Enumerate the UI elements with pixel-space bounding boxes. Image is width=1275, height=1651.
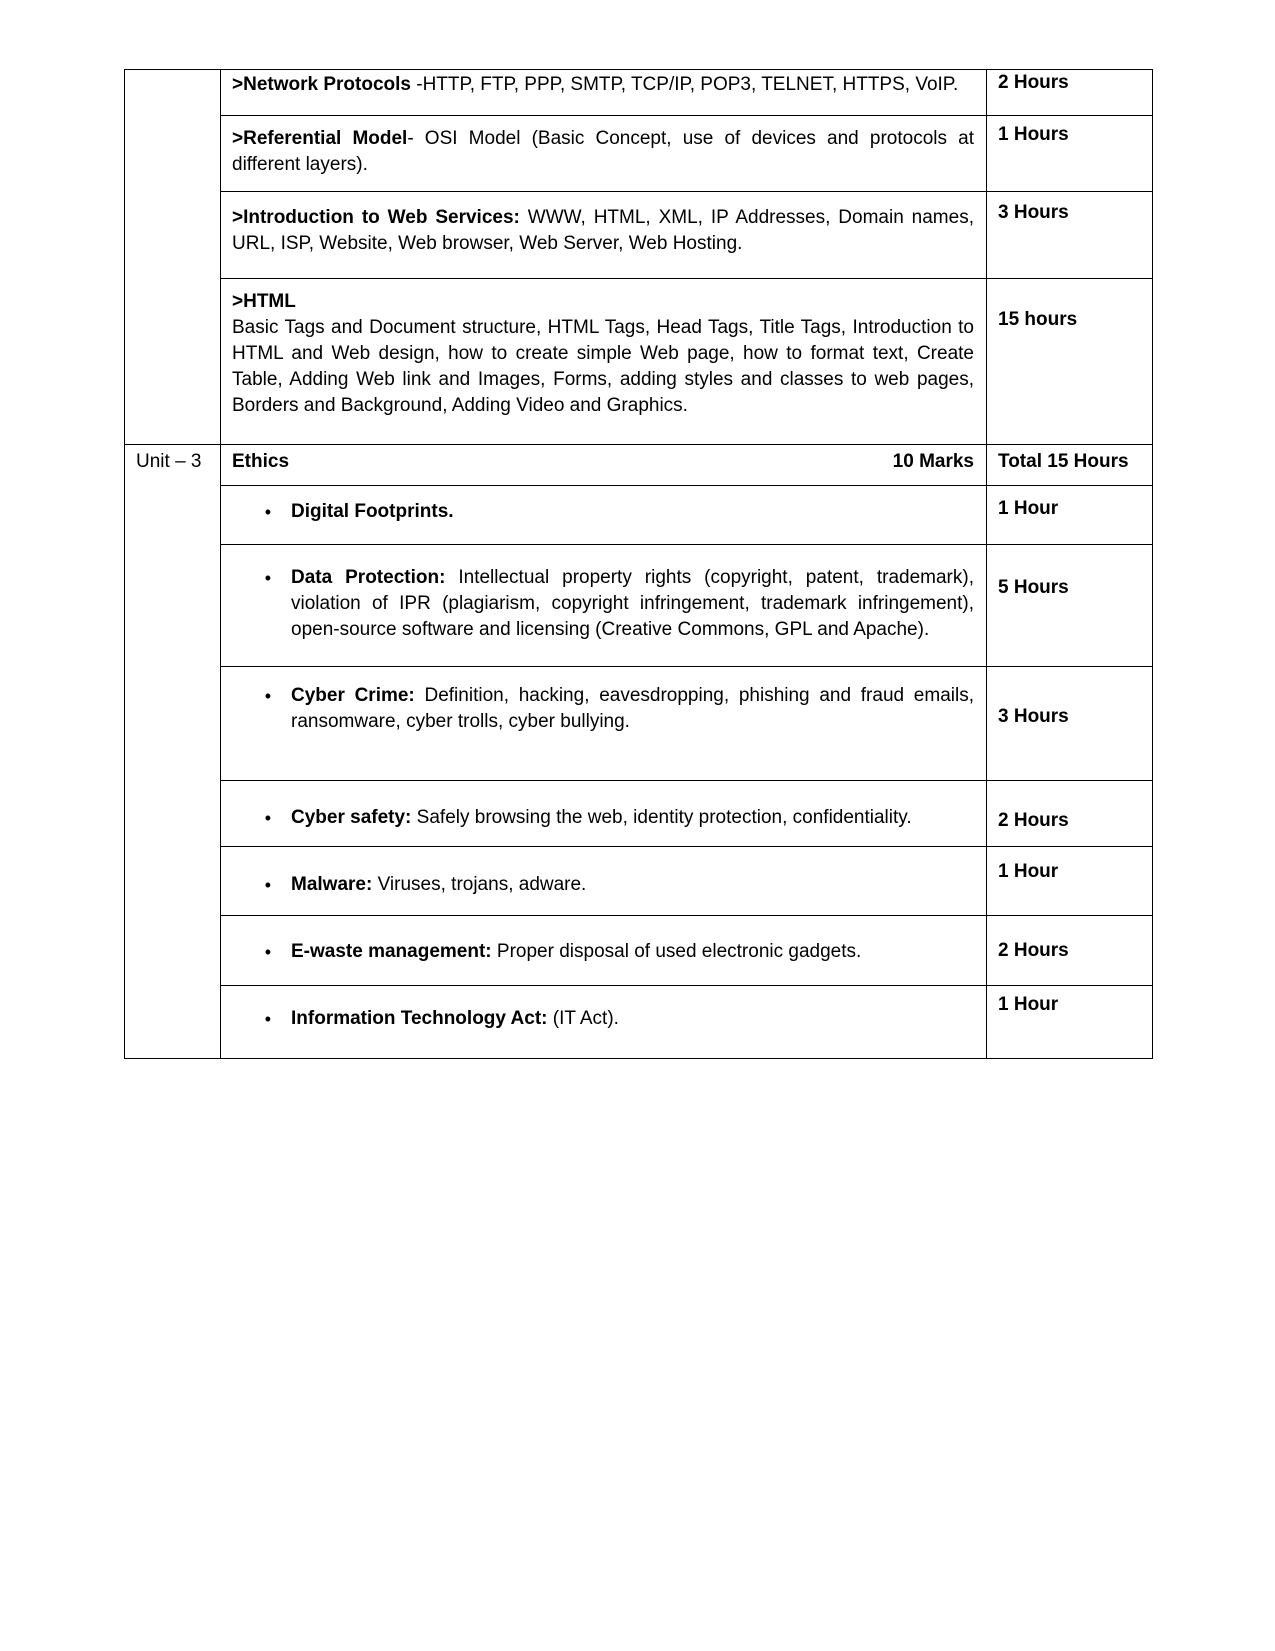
topic-cell	[221, 279, 987, 445]
topic-cell	[221, 781, 987, 847]
topic-body: Viruses, trojans, adware.	[372, 874, 587, 895]
unit-label: Unit – 3	[136, 451, 202, 472]
hours-cell	[987, 847, 1153, 916]
table-row	[125, 192, 1153, 279]
unit-cell-empty	[125, 916, 221, 986]
topic-cell	[221, 192, 987, 279]
topic-title: >Introduction to Web Services:	[232, 207, 520, 228]
topic-title: >Network Protocols	[232, 74, 411, 95]
hours-value: 1 Hour	[998, 498, 1059, 519]
unit-title-cell	[221, 445, 987, 486]
hours-cell	[987, 279, 1153, 445]
syllabus-table	[124, 69, 1153, 1059]
hours-value: 2 Hours	[998, 72, 1069, 93]
hours-value: 1 Hour	[998, 861, 1059, 882]
topic-title: >Referential Model	[232, 128, 408, 149]
hours-cell	[987, 545, 1153, 667]
hours-cell	[987, 916, 1153, 986]
unit-title: Ethics	[232, 451, 290, 472]
hours-cell	[987, 986, 1153, 1059]
topic-cell	[221, 70, 987, 116]
hours-cell	[987, 781, 1153, 847]
unit-marks: 10 Marks	[892, 451, 974, 472]
unit-cell-empty	[125, 70, 221, 116]
topic-body: Safely browsing the web, identity protection, confidentiality.	[411, 807, 912, 828]
table-row	[125, 986, 1153, 1059]
hours-value: 2 Hours	[998, 810, 1069, 831]
hours-cell	[987, 667, 1153, 781]
hours-cell	[987, 192, 1153, 279]
unit-cell-empty	[125, 486, 221, 545]
topic-cell	[221, 847, 987, 916]
hours-cell	[987, 70, 1153, 116]
hours-value: 1 Hour	[998, 994, 1059, 1015]
topic-title: Information Technology Act:	[291, 1008, 548, 1029]
bullet-icon: •	[264, 568, 271, 588]
table-row	[125, 667, 1153, 781]
topic-title: >HTML	[232, 291, 296, 312]
topic-title: Cyber Crime:	[291, 685, 415, 706]
topic-body: WWW, HTML, XML, IP Addresses, Domain names, URL, ISP, Website, Web browser, Web Server, Web Hosting.	[232, 207, 974, 254]
hours-value: 3 Hours	[998, 706, 1069, 727]
table-row	[125, 70, 1153, 116]
table-row	[125, 486, 1153, 545]
table-row	[125, 279, 1153, 445]
unit-cell-empty	[125, 192, 221, 279]
bullet-icon: •	[264, 942, 271, 962]
topic-title: Data Protection:	[291, 567, 446, 588]
hours-value: 3 Hours	[998, 202, 1069, 223]
total-hours-cell	[987, 445, 1153, 486]
unit-cell-empty	[125, 781, 221, 847]
topic-title: Digital Footprints.	[291, 501, 454, 522]
unit-cell-empty	[125, 279, 221, 445]
unit-cell-empty	[125, 986, 221, 1059]
bullet-icon: •	[264, 502, 271, 522]
unit-cell-empty	[125, 847, 221, 916]
topic-body: Definition, hacking, eavesdropping, phishing and fraud emails, ransomware, cyber trolls, cyber bullying.	[291, 685, 974, 732]
unit-cell-empty	[125, 667, 221, 781]
bullet-icon: •	[264, 808, 271, 828]
hours-value: 1 Hours	[998, 124, 1069, 145]
hours-cell	[987, 486, 1153, 545]
topic-title: Cyber safety:	[291, 807, 412, 828]
topic-body: -HTTP, FTP, PPP, SMTP, TCP/IP, POP3, TELNET, HTTPS, VoIP.	[410, 74, 959, 95]
bullet-icon: •	[264, 1009, 271, 1029]
topic-body: - OSI Model (Basic Concept, use of devices and protocols at different layers).	[232, 128, 974, 175]
topic-title: E-waste management:	[291, 941, 492, 962]
topic-body: Proper disposal of used electronic gadgets.	[491, 941, 862, 962]
topic-body: (IT Act).	[547, 1008, 619, 1029]
table-row	[125, 545, 1153, 667]
topic-cell	[221, 116, 987, 192]
topic-cell	[221, 486, 987, 545]
topic-body: Basic Tags and Document structure, HTML Tags, Head Tags, Title Tags, Introduction to HTML and Web design, how to create simple Web page, how to format text, Create Table, Adding Web link and Images, Forms, adding styles and classes to web pages, Borders and Background, Adding Video and Graphics.	[232, 317, 974, 416]
topic-title: Malware:	[291, 874, 373, 895]
hours-value: 5 Hours	[998, 577, 1069, 598]
table-row	[125, 847, 1153, 916]
topic-cell	[221, 667, 987, 781]
table-row	[125, 781, 1153, 847]
hours-value: 2 Hours	[998, 940, 1069, 961]
bullet-icon: •	[264, 686, 271, 706]
bullet-icon: •	[264, 875, 271, 895]
hours-cell	[987, 116, 1153, 192]
table-row	[125, 116, 1153, 192]
topic-cell	[221, 916, 987, 986]
unit-cell-empty	[125, 545, 221, 667]
unit-heading-row	[125, 445, 1153, 486]
total-hours: Total 15 Hours	[998, 451, 1129, 472]
unit-cell-empty	[125, 116, 221, 192]
topic-cell	[221, 986, 987, 1059]
table-row	[125, 916, 1153, 986]
hours-value: 15 hours	[998, 309, 1078, 330]
topic-cell	[221, 545, 987, 667]
topic-body: Intellectual property rights (copyright, patent, trademark), violation of IPR (plagiarism, copyright infringement, trademark infringement), open-source software and licensing (Creative Commons, GPL and Apache).	[291, 567, 974, 640]
unit-cell	[125, 445, 221, 486]
